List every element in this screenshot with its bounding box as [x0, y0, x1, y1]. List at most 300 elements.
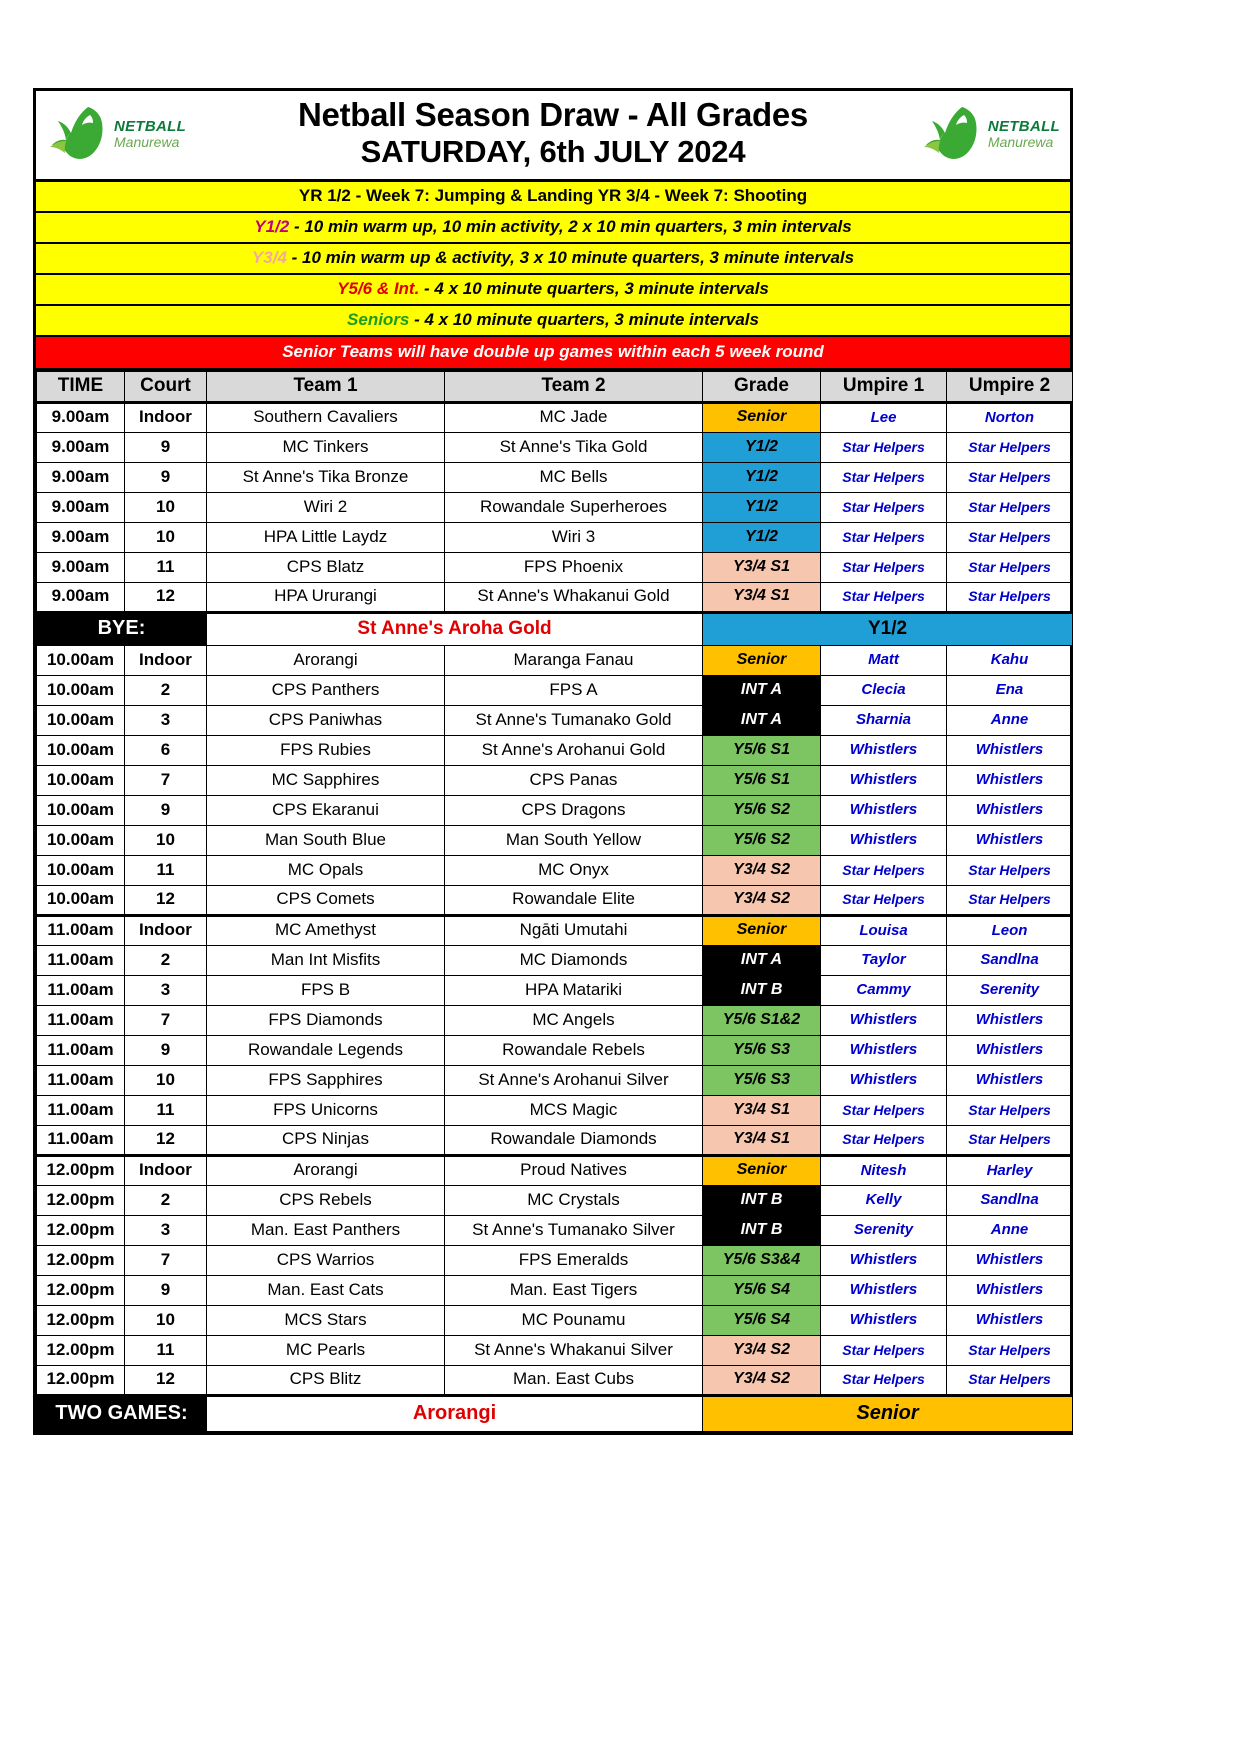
- table-row: [37, 552, 1073, 582]
- cell-time: 10.00am: [37, 855, 125, 885]
- cell-grade: INT B: [703, 975, 821, 1005]
- cell-umpire1: Whistlers: [821, 1035, 947, 1065]
- cell-umpire2: Whistlers: [947, 765, 1073, 795]
- cell-court: 11: [125, 1335, 207, 1365]
- cell-grade: Y1/2: [703, 522, 821, 552]
- cell-team1: HPA Ururangi: [207, 582, 445, 612]
- note-line-1: YR 1/2 - Week 7: Jumping & Landing YR 3/4 - Week 7: Shooting: [36, 182, 1070, 213]
- cell-umpire1: Whistlers: [821, 1275, 947, 1305]
- cell-team1: FPS Unicorns: [207, 1095, 445, 1125]
- cell-team1: MC Amethyst: [207, 915, 445, 945]
- cell-umpire1: Serenity: [821, 1215, 947, 1245]
- cell-court: 12: [125, 1365, 207, 1395]
- cell-umpire2: Sandlna: [947, 1185, 1073, 1215]
- cell-team1: MC Opals: [207, 855, 445, 885]
- cell-team2: Wiri 3: [445, 522, 703, 552]
- note-text: - 4 x 10 minute quarters, 3 minute intervals: [419, 278, 769, 298]
- cell-time: 9.00am: [37, 552, 125, 582]
- table-row: [37, 1095, 1073, 1125]
- cell-time: 12.00pm: [37, 1245, 125, 1275]
- cell-court: Indoor: [125, 915, 207, 945]
- cell-grade: Y5/6 S4: [703, 1275, 821, 1305]
- logo-right: [900, 103, 1060, 165]
- cell-grade: Y5/6 S3&4: [703, 1245, 821, 1275]
- cell-team1: Man South Blue: [207, 825, 445, 855]
- cell-umpire1: Whistlers: [821, 1305, 947, 1335]
- cell-grade: Y5/6 S1: [703, 765, 821, 795]
- cell-court: Indoor: [125, 1155, 207, 1185]
- notes-block: [36, 182, 1070, 337]
- table-row: [37, 705, 1073, 735]
- cell-umpire2: Star Helpers: [947, 432, 1073, 462]
- cell-court: 3: [125, 1215, 207, 1245]
- cell-team2: HPA Matariki: [445, 975, 703, 1005]
- two-games-team: Arorangi: [207, 1395, 703, 1431]
- cell-time: 12.00pm: [37, 1185, 125, 1215]
- cell-umpire2: Serenity: [947, 975, 1073, 1005]
- cell-court: 10: [125, 825, 207, 855]
- cell-grade: Y1/2: [703, 432, 821, 462]
- cell-court: 12: [125, 1125, 207, 1155]
- col-header-umpire2: Umpire 2: [947, 371, 1073, 402]
- netball-bird-icon: [920, 103, 984, 165]
- two-games-row: [37, 1395, 1073, 1431]
- cell-team2: FPS A: [445, 675, 703, 705]
- cell-time: 11.00am: [37, 1005, 125, 1035]
- cell-umpire2: Star Helpers: [947, 1095, 1073, 1125]
- cell-team2: MC Diamonds: [445, 945, 703, 975]
- note-grade-tag: Y1/2: [254, 216, 290, 236]
- cell-time: 11.00am: [37, 945, 125, 975]
- cell-time: 11.00am: [37, 975, 125, 1005]
- cell-umpire1: Whistlers: [821, 735, 947, 765]
- cell-umpire2: Star Helpers: [947, 522, 1073, 552]
- cell-grade: Y3/4 S1: [703, 1095, 821, 1125]
- table-row: [37, 1065, 1073, 1095]
- table-row: [37, 1005, 1073, 1035]
- cell-grade: Y5/6 S2: [703, 825, 821, 855]
- cell-time: 10.00am: [37, 705, 125, 735]
- cell-court: 7: [125, 765, 207, 795]
- cell-court: 2: [125, 945, 207, 975]
- cell-team2: Man. East Cubs: [445, 1365, 703, 1395]
- cell-umpire1: Star Helpers: [821, 552, 947, 582]
- cell-umpire2: Norton: [947, 402, 1073, 432]
- cell-court: 9: [125, 795, 207, 825]
- cell-time: 10.00am: [37, 735, 125, 765]
- cell-team1: CPS Panthers: [207, 675, 445, 705]
- table-row: [37, 885, 1073, 915]
- cell-team2: Rowandale Elite: [445, 885, 703, 915]
- cell-time: 10.00am: [37, 645, 125, 675]
- cell-team1: FPS B: [207, 975, 445, 1005]
- cell-time: 9.00am: [37, 402, 125, 432]
- cell-team1: CPS Ninjas: [207, 1125, 445, 1155]
- cell-grade: Y5/6 S4: [703, 1305, 821, 1335]
- note-grade-tag: Y5/6 & Int.: [337, 278, 420, 298]
- table-row: [37, 945, 1073, 975]
- cell-grade: Y3/4 S2: [703, 1335, 821, 1365]
- cell-team2: Maranga Fanau: [445, 645, 703, 675]
- cell-team2: St Anne's Arohanui Gold: [445, 735, 703, 765]
- cell-grade: Y5/6 S1: [703, 735, 821, 765]
- cell-court: 3: [125, 705, 207, 735]
- cell-umpire2: Star Helpers: [947, 1365, 1073, 1395]
- cell-time: 10.00am: [37, 795, 125, 825]
- cell-umpire2: Whistlers: [947, 1065, 1073, 1095]
- cell-court: 10: [125, 1065, 207, 1095]
- table-row: [37, 402, 1073, 432]
- table-row: [37, 1275, 1073, 1305]
- cell-grade: Y3/4 S1: [703, 552, 821, 582]
- cell-grade: Senior: [703, 1155, 821, 1185]
- cell-grade: INT A: [703, 945, 821, 975]
- cell-grade: Senior: [703, 402, 821, 432]
- draw-sheet: [33, 88, 1073, 1435]
- logo-right-line1: NETBALL: [987, 117, 1060, 135]
- cell-team1: Man Int Misfits: [207, 945, 445, 975]
- table-row: [37, 1185, 1073, 1215]
- cell-team2: Ngāti Umutahi: [445, 915, 703, 945]
- col-header-time: TIME: [37, 371, 125, 402]
- cell-umpire1: Nitesh: [821, 1155, 947, 1185]
- cell-team1: CPS Rebels: [207, 1185, 445, 1215]
- cell-team2: MC Pounamu: [445, 1305, 703, 1335]
- table-row: [37, 1035, 1073, 1065]
- cell-umpire1: Sharnia: [821, 705, 947, 735]
- cell-umpire2: Star Helpers: [947, 1335, 1073, 1365]
- two-games-label: TWO GAMES:: [37, 1395, 207, 1431]
- cell-team1: MC Sapphires: [207, 765, 445, 795]
- cell-umpire2: Sandlna: [947, 945, 1073, 975]
- logo-left-wordmark: [114, 119, 186, 149]
- col-header-team2: Team 2: [445, 371, 703, 402]
- cell-team2: MC Bells: [445, 462, 703, 492]
- cell-umpire1: Star Helpers: [821, 522, 947, 552]
- cell-umpire2: Star Helpers: [947, 855, 1073, 885]
- cell-team1: Man. East Cats: [207, 1275, 445, 1305]
- cell-team2: St Anne's Tumanako Gold: [445, 705, 703, 735]
- cell-umpire2: Whistlers: [947, 1245, 1073, 1275]
- cell-grade: Y1/2: [703, 492, 821, 522]
- cell-umpire1: Whistlers: [821, 1245, 947, 1275]
- cell-team1: St Anne's Tika Bronze: [207, 462, 445, 492]
- table-row: [37, 1125, 1073, 1155]
- cell-umpire1: Star Helpers: [821, 492, 947, 522]
- cell-team1: MCS Stars: [207, 1305, 445, 1335]
- cell-court: 7: [125, 1005, 207, 1035]
- cell-umpire1: Whistlers: [821, 1005, 947, 1035]
- cell-court: 12: [125, 582, 207, 612]
- table-row: [37, 675, 1073, 705]
- cell-time: 10.00am: [37, 825, 125, 855]
- cell-court: 10: [125, 522, 207, 552]
- bye-row: [37, 612, 1073, 645]
- cell-team2: FPS Phoenix: [445, 552, 703, 582]
- bye-team: St Anne's Aroha Gold: [207, 612, 703, 645]
- cell-time: 9.00am: [37, 462, 125, 492]
- cell-court: 6: [125, 735, 207, 765]
- cell-umpire2: Star Helpers: [947, 492, 1073, 522]
- cell-umpire2: Whistlers: [947, 825, 1073, 855]
- cell-team1: Man. East Panthers: [207, 1215, 445, 1245]
- cell-grade: Senior: [703, 915, 821, 945]
- col-header-umpire1: Umpire 1: [821, 371, 947, 402]
- cell-team2: MCS Magic: [445, 1095, 703, 1125]
- col-header-team1: Team 1: [207, 371, 445, 402]
- note-grade-tag: Seniors: [347, 309, 410, 329]
- sheet-header: [36, 91, 1070, 182]
- cell-team2: St Anne's Tika Gold: [445, 432, 703, 462]
- cell-team2: Rowandale Diamonds: [445, 1125, 703, 1155]
- cell-team2: Man South Yellow: [445, 825, 703, 855]
- cell-court: 2: [125, 1185, 207, 1215]
- table-row: [37, 915, 1073, 945]
- cell-team2: MC Crystals: [445, 1185, 703, 1215]
- cell-umpire1: Matt: [821, 645, 947, 675]
- note-grade-tag: Y3/4: [251, 247, 287, 267]
- cell-team1: FPS Sapphires: [207, 1065, 445, 1095]
- cell-grade: INT B: [703, 1215, 821, 1245]
- table-row: [37, 1155, 1073, 1185]
- cell-umpire2: Anne: [947, 705, 1073, 735]
- cell-time: 12.00pm: [37, 1215, 125, 1245]
- bye-label: BYE:: [37, 612, 207, 645]
- cell-team1: Arorangi: [207, 645, 445, 675]
- cell-court: 3: [125, 975, 207, 1005]
- cell-grade: INT A: [703, 705, 821, 735]
- cell-time: 10.00am: [37, 885, 125, 915]
- cell-team1: HPA Little Laydz: [207, 522, 445, 552]
- cell-team1: FPS Rubies: [207, 735, 445, 765]
- cell-umpire1: Lee: [821, 402, 947, 432]
- cell-court: 9: [125, 432, 207, 462]
- cell-time: 9.00am: [37, 432, 125, 462]
- cell-team2: CPS Dragons: [445, 795, 703, 825]
- season-draw-table: [36, 371, 1073, 1432]
- cell-team1: CPS Warrios: [207, 1245, 445, 1275]
- col-header-grade: Grade: [703, 371, 821, 402]
- note-text: - 10 min warm up & activity, 3 x 10 minute quarters, 3 minute intervals: [286, 247, 855, 267]
- cell-team1: CPS Ekaranui: [207, 795, 445, 825]
- cell-team1: CPS Blitz: [207, 1365, 445, 1395]
- cell-team2: FPS Emeralds: [445, 1245, 703, 1275]
- cell-umpire2: Whistlers: [947, 1275, 1073, 1305]
- cell-court: Indoor: [125, 402, 207, 432]
- logo-right-wordmark: [988, 119, 1060, 149]
- note-line-3: [36, 244, 1070, 275]
- cell-team1: Southern Cavaliers: [207, 402, 445, 432]
- cell-umpire1: Whistlers: [821, 825, 947, 855]
- cell-umpire2: Anne: [947, 1215, 1073, 1245]
- title-line-2: SATURDAY, 6th JULY 2024: [360, 133, 746, 169]
- table-row: [37, 432, 1073, 462]
- cell-grade: Y5/6 S3: [703, 1035, 821, 1065]
- cell-grade: Y3/4 S1: [703, 1125, 821, 1155]
- table-header: [37, 371, 1073, 402]
- title-line-1: Netball Season Draw - All Grades: [297, 96, 808, 133]
- cell-team1: CPS Comets: [207, 885, 445, 915]
- table-row: [37, 582, 1073, 612]
- logo-left: [46, 103, 206, 165]
- cell-grade: Y5/6 S3: [703, 1065, 821, 1095]
- cell-time: 10.00am: [37, 765, 125, 795]
- cell-court: 11: [125, 855, 207, 885]
- cell-team1: CPS Paniwhas: [207, 705, 445, 735]
- cell-grade: Y3/4 S1: [703, 582, 821, 612]
- cell-umpire2: Whistlers: [947, 1305, 1073, 1335]
- cell-time: 12.00pm: [37, 1365, 125, 1395]
- note-text: - 4 x 10 minute quarters, 3 minute intervals: [409, 309, 759, 329]
- cell-team2: MC Jade: [445, 402, 703, 432]
- cell-umpire2: Leon: [947, 915, 1073, 945]
- table-header-row: [37, 371, 1073, 402]
- cell-court: 11: [125, 552, 207, 582]
- cell-time: 10.00am: [37, 675, 125, 705]
- cell-grade: Y3/4 S2: [703, 885, 821, 915]
- cell-team2: CPS Panas: [445, 765, 703, 795]
- table-row: [37, 1215, 1073, 1245]
- cell-team1: MC Tinkers: [207, 432, 445, 462]
- cell-team1: CPS Blatz: [207, 552, 445, 582]
- table-row: [37, 795, 1073, 825]
- cell-time: 12.00pm: [37, 1155, 125, 1185]
- table-row: [37, 1335, 1073, 1365]
- table-row: [37, 462, 1073, 492]
- bye-grade: Y1/2: [703, 612, 1073, 645]
- table-row: [37, 645, 1073, 675]
- note-text: - 10 min warm up, 10 min activity, 2 x 10 min quarters, 3 min intervals: [289, 216, 852, 236]
- cell-umpire1: Kelly: [821, 1185, 947, 1215]
- cell-umpire2: Whistlers: [947, 1005, 1073, 1035]
- cell-time: 11.00am: [37, 915, 125, 945]
- cell-team1: FPS Diamonds: [207, 1005, 445, 1035]
- cell-umpire2: Whistlers: [947, 735, 1073, 765]
- table-row: [37, 825, 1073, 855]
- cell-court: 11: [125, 1095, 207, 1125]
- cell-umpire1: Star Helpers: [821, 855, 947, 885]
- senior-double-up-banner: Senior Teams will have double up games within each 5 week round: [36, 337, 1070, 371]
- cell-time: 12.00pm: [37, 1305, 125, 1335]
- cell-umpire2: Star Helpers: [947, 462, 1073, 492]
- cell-grade: Y5/6 S2: [703, 795, 821, 825]
- cell-team2: Rowandale Superheroes: [445, 492, 703, 522]
- table-body: [37, 402, 1073, 1431]
- cell-umpire1: Taylor: [821, 945, 947, 975]
- cell-time: 11.00am: [37, 1065, 125, 1095]
- table-row: [37, 1305, 1073, 1335]
- table-row: [37, 855, 1073, 885]
- cell-umpire1: Whistlers: [821, 795, 947, 825]
- page-title: [206, 97, 900, 171]
- cell-umpire1: Clecia: [821, 675, 947, 705]
- cell-team2: St Anne's Tumanako Silver: [445, 1215, 703, 1245]
- cell-umpire1: Star Helpers: [821, 1335, 947, 1365]
- cell-time: 9.00am: [37, 582, 125, 612]
- cell-team1: Arorangi: [207, 1155, 445, 1185]
- cell-umpire2: Harley: [947, 1155, 1073, 1185]
- cell-team2: Rowandale Rebels: [445, 1035, 703, 1065]
- note-line-5: [36, 306, 1070, 337]
- cell-grade: Y3/4 S2: [703, 1365, 821, 1395]
- cell-umpire2: Star Helpers: [947, 552, 1073, 582]
- cell-umpire1: Louisa: [821, 915, 947, 945]
- cell-umpire1: Star Helpers: [821, 1365, 947, 1395]
- cell-time: 12.00pm: [37, 1335, 125, 1365]
- table-row: [37, 975, 1073, 1005]
- cell-team2: St Anne's Whakanui Gold: [445, 582, 703, 612]
- cell-team1: Wiri 2: [207, 492, 445, 522]
- cell-umpire1: Star Helpers: [821, 462, 947, 492]
- netball-bird-icon: [46, 103, 110, 165]
- cell-court: 9: [125, 1035, 207, 1065]
- cell-court: 2: [125, 675, 207, 705]
- cell-court: 7: [125, 1245, 207, 1275]
- cell-umpire1: Star Helpers: [821, 885, 947, 915]
- cell-team2: MC Onyx: [445, 855, 703, 885]
- cell-umpire1: Whistlers: [821, 765, 947, 795]
- cell-umpire1: Cammy: [821, 975, 947, 1005]
- cell-grade: Y3/4 S2: [703, 855, 821, 885]
- cell-court: 10: [125, 492, 207, 522]
- cell-grade: Y1/2: [703, 462, 821, 492]
- cell-team1: Rowandale Legends: [207, 1035, 445, 1065]
- cell-court: 9: [125, 462, 207, 492]
- logo-left-line2: Manurewa: [114, 133, 180, 150]
- cell-team2: MC Angels: [445, 1005, 703, 1035]
- cell-time: 9.00am: [37, 492, 125, 522]
- cell-umpire1: Star Helpers: [821, 582, 947, 612]
- cell-grade: Y5/6 S1&2: [703, 1005, 821, 1035]
- table-row: [37, 765, 1073, 795]
- cell-umpire1: Star Helpers: [821, 1125, 947, 1155]
- cell-umpire1: Star Helpers: [821, 1095, 947, 1125]
- cell-grade: Senior: [703, 645, 821, 675]
- cell-court: Indoor: [125, 645, 207, 675]
- cell-team1: MC Pearls: [207, 1335, 445, 1365]
- cell-time: 11.00am: [37, 1125, 125, 1155]
- cell-umpire1: Star Helpers: [821, 432, 947, 462]
- cell-umpire2: Whistlers: [947, 1035, 1073, 1065]
- col-header-court: Court: [125, 371, 207, 402]
- cell-umpire2: Star Helpers: [947, 1125, 1073, 1155]
- table-row: [37, 1245, 1073, 1275]
- cell-umpire2: Star Helpers: [947, 885, 1073, 915]
- cell-court: 9: [125, 1275, 207, 1305]
- table-row: [37, 522, 1073, 552]
- cell-court: 10: [125, 1305, 207, 1335]
- table-row: [37, 1365, 1073, 1395]
- cell-time: 9.00am: [37, 522, 125, 552]
- cell-team2: St Anne's Whakanui Silver: [445, 1335, 703, 1365]
- cell-time: 11.00am: [37, 1095, 125, 1125]
- note-line-2: [36, 213, 1070, 244]
- table-row: [37, 735, 1073, 765]
- cell-umpire1: Whistlers: [821, 1065, 947, 1095]
- cell-team2: Proud Natives: [445, 1155, 703, 1185]
- cell-umpire2: Ena: [947, 675, 1073, 705]
- cell-court: 12: [125, 885, 207, 915]
- logo-right-line2: Manurewa: [987, 133, 1054, 150]
- cell-umpire2: Kahu: [947, 645, 1073, 675]
- cell-team2: St Anne's Arohanui Silver: [445, 1065, 703, 1095]
- table-row: [37, 492, 1073, 522]
- cell-time: 11.00am: [37, 1035, 125, 1065]
- cell-umpire2: Whistlers: [947, 795, 1073, 825]
- two-games-grade: Senior: [703, 1395, 1073, 1431]
- logo-left-line1: NETBALL: [114, 117, 187, 135]
- cell-grade: INT A: [703, 675, 821, 705]
